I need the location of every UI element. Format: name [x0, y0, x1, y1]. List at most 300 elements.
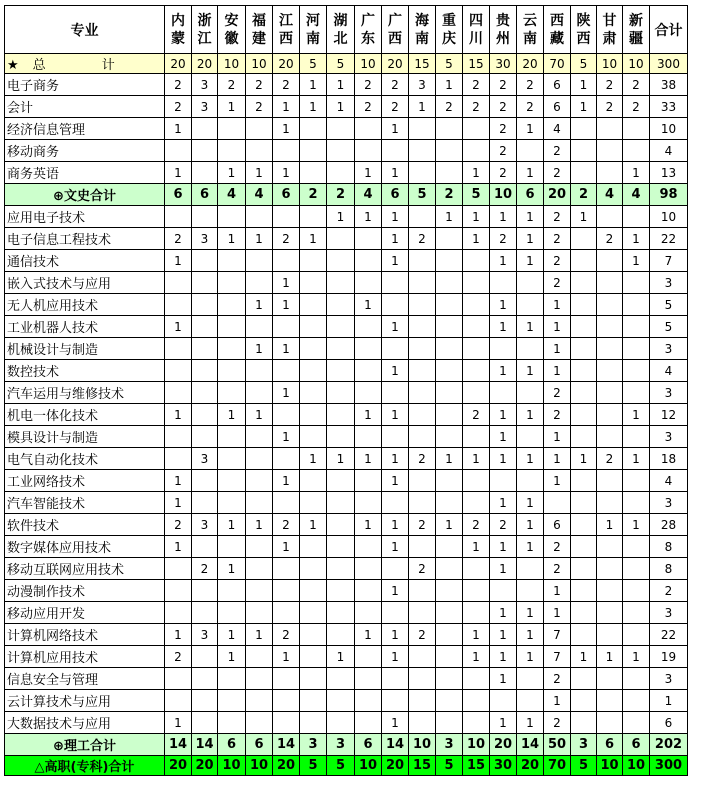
major-name: 模具设计与制造: [5, 426, 165, 448]
value-cell: [517, 272, 544, 294]
major-name: 会计: [5, 96, 165, 118]
value-cell: 2: [597, 448, 623, 470]
value-cell: 1: [273, 272, 300, 294]
value-cell: 10: [409, 734, 436, 756]
value-cell: [571, 536, 597, 558]
value-cell: 1: [327, 96, 355, 118]
value-cell: [571, 690, 597, 712]
value-cell: [300, 140, 327, 162]
province-header: 贵州: [490, 6, 517, 54]
value-cell: 15: [463, 756, 490, 776]
value-cell: [327, 272, 355, 294]
value-cell: 1: [517, 448, 544, 470]
value-cell: [165, 294, 192, 316]
value-cell: [355, 228, 382, 250]
value-cell: 2: [436, 96, 463, 118]
value-cell: [327, 162, 355, 184]
value-cell: [409, 294, 436, 316]
value-cell: 1: [597, 646, 623, 668]
value-cell: [571, 514, 597, 536]
value-cell: [165, 272, 192, 294]
value-cell: 1: [355, 404, 382, 426]
value-cell: 1: [327, 74, 355, 96]
value-cell: 1: [544, 360, 571, 382]
value-cell: [218, 140, 246, 162]
value-cell: [192, 668, 218, 690]
major-name: 商务英语: [5, 162, 165, 184]
value-cell: 1: [300, 96, 327, 118]
value-cell: 1: [490, 602, 517, 624]
major-row: [5, 228, 688, 250]
value-cell: [623, 580, 650, 602]
value-cell: [436, 536, 463, 558]
value-cell: [192, 360, 218, 382]
value-cell: [327, 492, 355, 514]
major-name: 数字媒体应用技术: [5, 536, 165, 558]
value-cell: 2: [544, 250, 571, 272]
major-row: [5, 96, 688, 118]
row-total-cell: 33: [650, 96, 688, 118]
value-cell: 2: [382, 74, 409, 96]
major-row: [5, 206, 688, 228]
row-total-cell: 3: [650, 668, 688, 690]
value-cell: [355, 492, 382, 514]
value-cell: 1: [517, 514, 544, 536]
value-cell: 2: [517, 74, 544, 96]
major-name: 信息安全与管理: [5, 668, 165, 690]
major-name: 汽车运用与维修技术: [5, 382, 165, 404]
value-cell: [218, 118, 246, 140]
value-cell: [571, 580, 597, 602]
value-cell: [463, 272, 490, 294]
value-cell: 1: [571, 96, 597, 118]
value-cell: [436, 404, 463, 426]
value-cell: 1: [273, 382, 300, 404]
value-cell: 2: [490, 514, 517, 536]
value-cell: [355, 250, 382, 272]
value-cell: 7: [544, 624, 571, 646]
value-cell: [463, 338, 490, 360]
value-cell: [165, 206, 192, 228]
value-cell: 2: [327, 184, 355, 206]
value-cell: 10: [355, 54, 382, 74]
value-cell: [300, 382, 327, 404]
value-cell: [623, 316, 650, 338]
value-cell: [246, 470, 273, 492]
value-cell: 6: [623, 734, 650, 756]
major-name: 动漫制作技术: [5, 580, 165, 602]
value-cell: 5: [300, 54, 327, 74]
value-cell: 2: [490, 162, 517, 184]
value-cell: [463, 492, 490, 514]
value-cell: [517, 294, 544, 316]
value-cell: 1: [571, 206, 597, 228]
row-total-cell: 18: [650, 448, 688, 470]
major-name: 软件技术: [5, 514, 165, 536]
major-row: [5, 316, 688, 338]
value-cell: [597, 624, 623, 646]
value-cell: 1: [544, 602, 571, 624]
value-cell: [218, 536, 246, 558]
value-cell: 1: [382, 470, 409, 492]
value-cell: [300, 690, 327, 712]
value-cell: 2: [544, 712, 571, 734]
value-cell: [355, 118, 382, 140]
value-cell: [192, 140, 218, 162]
value-cell: [409, 382, 436, 404]
value-cell: [409, 118, 436, 140]
value-cell: [409, 272, 436, 294]
value-cell: [355, 580, 382, 602]
value-cell: [355, 690, 382, 712]
value-cell: [436, 668, 463, 690]
value-cell: [246, 602, 273, 624]
value-cell: [463, 602, 490, 624]
value-cell: [300, 426, 327, 448]
value-cell: 1: [165, 536, 192, 558]
value-cell: [571, 558, 597, 580]
value-cell: [490, 580, 517, 602]
value-cell: [382, 558, 409, 580]
value-cell: [218, 272, 246, 294]
value-cell: 1: [571, 646, 597, 668]
value-cell: [463, 250, 490, 272]
row-total-cell: 10: [650, 118, 688, 140]
value-cell: 2: [273, 228, 300, 250]
value-cell: [436, 228, 463, 250]
province-header: 江西: [273, 6, 300, 54]
value-cell: 2: [409, 228, 436, 250]
value-cell: 2: [246, 96, 273, 118]
value-cell: [463, 712, 490, 734]
value-cell: [623, 294, 650, 316]
value-cell: [571, 492, 597, 514]
major-name: 机械设计与制造: [5, 338, 165, 360]
major-name: 计算机应用技术: [5, 646, 165, 668]
value-cell: 20: [382, 54, 409, 74]
value-cell: [192, 492, 218, 514]
header-row: [5, 6, 688, 54]
value-cell: [218, 294, 246, 316]
value-cell: 1: [517, 492, 544, 514]
value-cell: 2: [597, 74, 623, 96]
value-cell: 1: [273, 118, 300, 140]
value-cell: [436, 602, 463, 624]
value-cell: [355, 338, 382, 360]
value-cell: [300, 624, 327, 646]
value-cell: [463, 690, 490, 712]
value-cell: 2: [436, 184, 463, 206]
major-name: 移动互联网应用技术: [5, 558, 165, 580]
value-cell: [355, 646, 382, 668]
value-cell: [273, 492, 300, 514]
value-cell: 4: [246, 184, 273, 206]
value-cell: 4: [623, 184, 650, 206]
value-cell: 1: [623, 162, 650, 184]
row-total-cell: 22: [650, 624, 688, 646]
value-cell: [218, 206, 246, 228]
value-cell: [300, 206, 327, 228]
value-cell: 1: [165, 316, 192, 338]
value-cell: 1: [517, 536, 544, 558]
value-cell: [490, 338, 517, 360]
value-cell: [436, 118, 463, 140]
value-cell: 6: [597, 734, 623, 756]
value-cell: [300, 250, 327, 272]
value-cell: [623, 668, 650, 690]
total-label-cell: [5, 54, 165, 74]
value-cell: 5: [463, 184, 490, 206]
value-cell: 20: [544, 184, 571, 206]
major-row: [5, 448, 688, 470]
value-cell: 2: [623, 96, 650, 118]
value-cell: [327, 360, 355, 382]
value-cell: 1: [517, 316, 544, 338]
value-cell: 30: [490, 756, 517, 776]
value-cell: 2: [544, 162, 571, 184]
value-cell: 10: [246, 756, 273, 776]
value-cell: 1: [571, 448, 597, 470]
value-cell: [192, 250, 218, 272]
value-cell: 1: [300, 228, 327, 250]
value-cell: [192, 580, 218, 602]
value-cell: [517, 690, 544, 712]
value-cell: 1: [382, 448, 409, 470]
value-cell: [300, 404, 327, 426]
value-cell: [623, 712, 650, 734]
value-cell: 1: [382, 228, 409, 250]
value-cell: 2: [165, 646, 192, 668]
value-cell: 1: [382, 712, 409, 734]
major-row: [5, 558, 688, 580]
value-cell: 2: [544, 206, 571, 228]
row-total-cell: 10: [650, 206, 688, 228]
row-total-cell: 6: [650, 712, 688, 734]
value-cell: 1: [490, 448, 517, 470]
value-cell: [218, 580, 246, 602]
value-cell: 30: [490, 54, 517, 74]
value-cell: [571, 162, 597, 184]
major-name: 应用电子技术: [5, 206, 165, 228]
value-cell: [382, 294, 409, 316]
value-cell: [355, 382, 382, 404]
value-cell: [597, 558, 623, 580]
value-cell: [597, 294, 623, 316]
value-cell: [463, 140, 490, 162]
value-cell: 1: [623, 646, 650, 668]
row-total-cell: 4: [650, 140, 688, 162]
value-cell: 1: [490, 294, 517, 316]
value-cell: 6: [517, 184, 544, 206]
value-cell: 2: [544, 140, 571, 162]
row-total-cell: 8: [650, 536, 688, 558]
row-total-cell: 5: [650, 294, 688, 316]
value-cell: 1: [165, 712, 192, 734]
value-cell: [192, 338, 218, 360]
major-name: 工业网络技术: [5, 470, 165, 492]
row-total-cell: 3: [650, 602, 688, 624]
value-cell: [192, 316, 218, 338]
value-cell: [409, 470, 436, 492]
value-cell: 20: [273, 756, 300, 776]
value-cell: [409, 404, 436, 426]
value-cell: [623, 558, 650, 580]
value-cell: 5: [436, 756, 463, 776]
value-cell: [571, 404, 597, 426]
value-cell: [327, 624, 355, 646]
value-cell: [623, 360, 650, 382]
value-cell: 1: [273, 426, 300, 448]
value-cell: [192, 712, 218, 734]
value-cell: [355, 140, 382, 162]
value-cell: [571, 338, 597, 360]
major-name: 无人机应用技术: [5, 294, 165, 316]
value-cell: 1: [218, 514, 246, 536]
value-cell: [300, 536, 327, 558]
value-cell: [436, 624, 463, 646]
star-icon: ★: [7, 58, 19, 73]
value-cell: [571, 382, 597, 404]
value-cell: [300, 294, 327, 316]
value-cell: 3: [327, 734, 355, 756]
value-cell: 1: [246, 294, 273, 316]
value-cell: 5: [327, 54, 355, 74]
major-name: 计算机网络技术: [5, 624, 165, 646]
value-cell: [273, 668, 300, 690]
major-row: [5, 712, 688, 734]
row-total-cell: 98: [650, 184, 688, 206]
value-cell: [623, 492, 650, 514]
value-cell: [165, 426, 192, 448]
value-cell: 1: [218, 558, 246, 580]
value-cell: 1: [544, 294, 571, 316]
row-total-cell: 8: [650, 558, 688, 580]
major-name: 汽车智能技术: [5, 492, 165, 514]
major-row: [5, 250, 688, 272]
province-header: 新疆: [623, 6, 650, 54]
value-cell: 1: [355, 448, 382, 470]
value-cell: 1: [273, 646, 300, 668]
value-cell: [571, 140, 597, 162]
value-cell: [300, 712, 327, 734]
value-cell: [273, 404, 300, 426]
value-cell: [300, 646, 327, 668]
row-total-cell: 5: [650, 316, 688, 338]
value-cell: [436, 250, 463, 272]
row-total-cell: 1: [650, 690, 688, 712]
row-total-cell: 3: [650, 272, 688, 294]
value-cell: [382, 272, 409, 294]
value-cell: 15: [409, 54, 436, 74]
liberal-subtotal-row: [5, 184, 688, 206]
value-cell: 2: [544, 558, 571, 580]
value-cell: 1: [490, 360, 517, 382]
value-cell: [463, 360, 490, 382]
major-row: [5, 272, 688, 294]
value-cell: [517, 470, 544, 492]
value-cell: [300, 338, 327, 360]
value-cell: [463, 294, 490, 316]
value-cell: [409, 360, 436, 382]
value-cell: [436, 338, 463, 360]
major-row: [5, 404, 688, 426]
value-cell: 20: [192, 756, 218, 776]
major-name: 电子商务: [5, 74, 165, 96]
value-cell: [571, 118, 597, 140]
value-cell: [192, 272, 218, 294]
value-cell: [409, 338, 436, 360]
value-cell: 1: [623, 250, 650, 272]
value-cell: [273, 360, 300, 382]
value-cell: 2: [409, 558, 436, 580]
value-cell: 1: [463, 228, 490, 250]
value-cell: 10: [597, 756, 623, 776]
value-cell: [218, 690, 246, 712]
value-cell: 1: [544, 448, 571, 470]
value-cell: 1: [517, 646, 544, 668]
value-cell: 6: [273, 184, 300, 206]
value-cell: [218, 492, 246, 514]
value-cell: [218, 338, 246, 360]
value-cell: [623, 272, 650, 294]
province-header: 内蒙: [165, 6, 192, 54]
value-cell: 1: [517, 118, 544, 140]
major-name: 机电一体化技术: [5, 404, 165, 426]
value-cell: [409, 492, 436, 514]
value-cell: 3: [192, 624, 218, 646]
value-cell: 2: [490, 74, 517, 96]
value-cell: [246, 646, 273, 668]
row-total-cell: 3: [650, 426, 688, 448]
value-cell: [463, 316, 490, 338]
row-total-cell: 4: [650, 470, 688, 492]
value-cell: [165, 338, 192, 360]
value-cell: [327, 316, 355, 338]
province-header: 云南: [517, 6, 544, 54]
overall-total-row: [5, 54, 688, 74]
value-cell: [355, 272, 382, 294]
value-cell: 1: [382, 404, 409, 426]
value-cell: 1: [355, 206, 382, 228]
value-cell: 4: [218, 184, 246, 206]
value-cell: 1: [490, 668, 517, 690]
value-cell: 20: [165, 54, 192, 74]
value-cell: [436, 294, 463, 316]
value-cell: 6: [218, 734, 246, 756]
value-cell: 5: [300, 756, 327, 776]
value-cell: [623, 118, 650, 140]
value-cell: 14: [517, 734, 544, 756]
value-cell: [165, 668, 192, 690]
value-cell: 3: [409, 74, 436, 96]
value-cell: 2: [355, 74, 382, 96]
value-cell: [300, 360, 327, 382]
value-cell: [246, 206, 273, 228]
value-cell: 1: [382, 624, 409, 646]
value-cell: [218, 470, 246, 492]
value-cell: [517, 580, 544, 602]
value-cell: [246, 448, 273, 470]
value-cell: [409, 250, 436, 272]
value-cell: [327, 228, 355, 250]
value-cell: [382, 668, 409, 690]
major-name: 嵌入式技术与应用: [5, 272, 165, 294]
value-cell: 2: [544, 228, 571, 250]
value-cell: [355, 668, 382, 690]
value-cell: 1: [327, 206, 355, 228]
value-cell: [192, 602, 218, 624]
value-cell: 5: [409, 184, 436, 206]
